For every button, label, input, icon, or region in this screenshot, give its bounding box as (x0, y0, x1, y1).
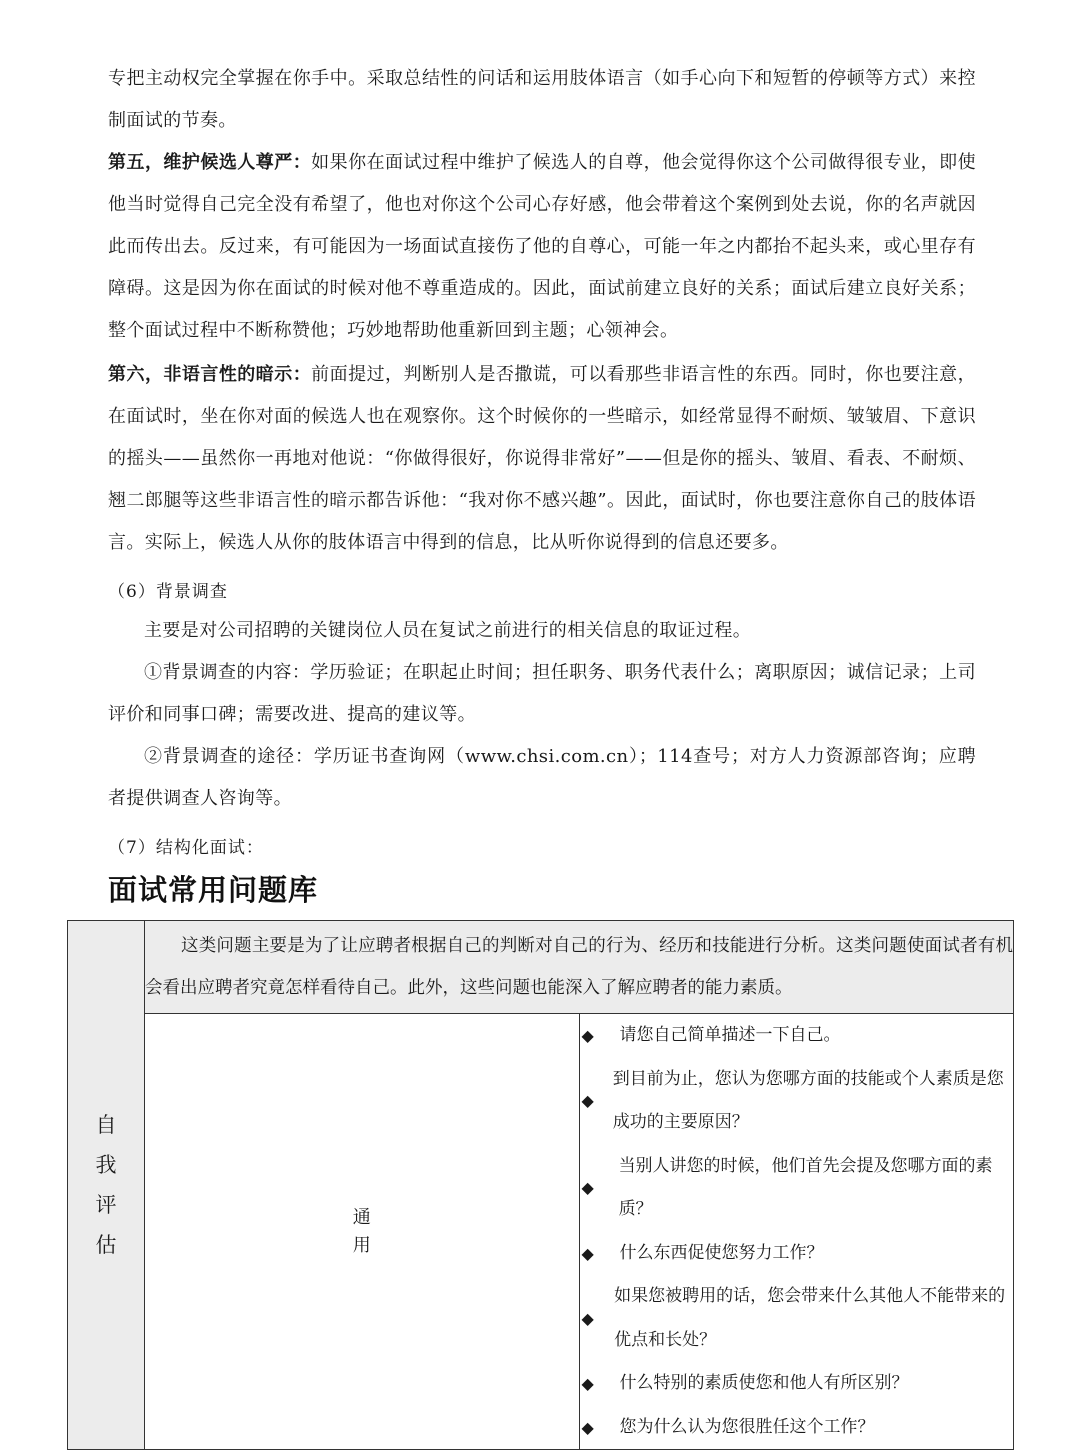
question-text: 请您自己简单描述一下自己。 (619, 1025, 841, 1045)
diamond-bullet-icon: ◆ (581, 1178, 594, 1198)
question-item (580, 1232, 1014, 1276)
question-list-cell (579, 1014, 1014, 1450)
category-char: 自 (95, 1113, 117, 1137)
diamond-bullet-icon: ◆ (581, 1091, 594, 1111)
category-self-assessment (68, 921, 145, 1450)
fifth-point-lead: 第五，维护候选人尊严： (108, 152, 312, 173)
question-text: 如果您被聘用的话，您会带来什么其他人不能带来的优点和长处？ (614, 1286, 1006, 1350)
question-bank-title: 面试常用问题库 (108, 873, 319, 907)
question-item (580, 1406, 1014, 1450)
sixth-point-body: 前面提过，判断别人是否撒谎，可以看那些非语言性的东西。同时，你也要注意，在面试时，坐在你对面的候选人也在观察你。这个时候你的一些暗示，如经常显得不耐烦、皱皱眉、下意识的摇头——虽然你一再地对他说：“你做得很好，你说得非常好”——但是你的摇头、皱眉、看表、不耐烦、翘二郎腿等这些非语言性的暗示都告诉他：“我对你不感兴趣”。因此，面试时，你也要注意你自己的肢体语言。实际上，候选人从你的肢体语言中得到的信息，比从听你说得到的信息还要多。 (108, 364, 976, 553)
question-item (580, 1275, 1014, 1362)
question-text: 当别人讲您的时候，他们首先会提及您哪方面的素质？ (618, 1155, 993, 1219)
paragraph-fifth-point (108, 142, 976, 352)
question-item (580, 1145, 1014, 1232)
subcategory-char: 通 (352, 1206, 371, 1228)
fifth-point-body: 如果你在面试过程中维护了候选人的自尊，他会觉得你这个公司做得很专业，即使他当时觉得自己完全没有希望了，他也对你这个公司心存好感，他会带着这个案例到处去说，你的名声就因此而传出去。反过来，有可能因为一场面试直接伤了他的自尊心，可能一年之内都抬不起头来，或心里存有障碍。这是因为你在面试的时候对他不尊重造成的。因此，面试前建立良好的关系；面试后建立良好关系；整个面试过程中不断称赞他；巧妙地帮助他重新回到主题；心领神会。 (108, 152, 976, 341)
subcategory-char: 用 (352, 1234, 371, 1256)
question-item (580, 1058, 1014, 1145)
question-item (580, 1014, 1014, 1058)
diamond-bullet-icon: ◆ (581, 1308, 594, 1328)
question-bank-table (67, 920, 1014, 1450)
question-text: 什么特别的素质使您和他人有所区别？ (619, 1373, 909, 1393)
background-check-content: ①背景调查的内容：学历验证；在职起止时间；担任职务、职务代表什么；离职原因；诚信记录；上司评价和同事口碑；需要改进、提高的建议等。 (108, 662, 976, 725)
diamond-bullet-icon: ◆ (581, 1026, 594, 1045)
question-text: 您为什么认为您很胜任这个工作？ (619, 1416, 875, 1437)
question-item (580, 1362, 1014, 1406)
question-text: 到目前为止，您认为您哪方面的技能或个人素质是您成功的主要原因？ (612, 1068, 1004, 1132)
background-check-intro: 主要是对公司招聘的关键岗位人员在复试之前进行的相关信息的取证过程。 (144, 620, 752, 641)
question-list (580, 1014, 1014, 1449)
paragraph-continuation-text: 专把主动权完全掌握在你手中。采取总结性的问话和运用肢体语言（如手心向下和短暂的停顿等方式）来控制面试的节奏。 (108, 68, 976, 131)
subcategory-general (145, 1014, 580, 1450)
diamond-bullet-icon: ◆ (581, 1374, 594, 1393)
paragraph-continuation (108, 58, 976, 142)
category-intro: 这类问题主要是为了让应聘者根据自己的判断对自己的行为、经历和技能进行分析。这类问题使面试者有机会看出应聘者究竟怎样看待自己。此外，这些问题也能深入了解应聘者的能力素质。 (145, 921, 1014, 1014)
background-check-route: ②背景调查的途径：学历证书查询网（www.chsi.com.cn）；114查号；对方人力资源部咨询；应聘者提供调查人咨询等。 (108, 746, 976, 809)
question-text: 什么东西促使您努力工作？ (619, 1242, 824, 1263)
category-char: 评 (95, 1193, 117, 1217)
category-char: 我 (95, 1153, 117, 1177)
structured-interview-heading: （7）结构化面试： (108, 838, 264, 858)
paragraph-sixth-point (108, 354, 976, 564)
diamond-bullet-icon: ◆ (581, 1417, 594, 1437)
diamond-bullet-icon: ◆ (581, 1243, 594, 1263)
category-char: 估 (95, 1233, 117, 1257)
background-check-heading: （6）背景调查 (108, 582, 228, 602)
sixth-point-lead: 第六，非语言性的暗示： (108, 364, 312, 385)
